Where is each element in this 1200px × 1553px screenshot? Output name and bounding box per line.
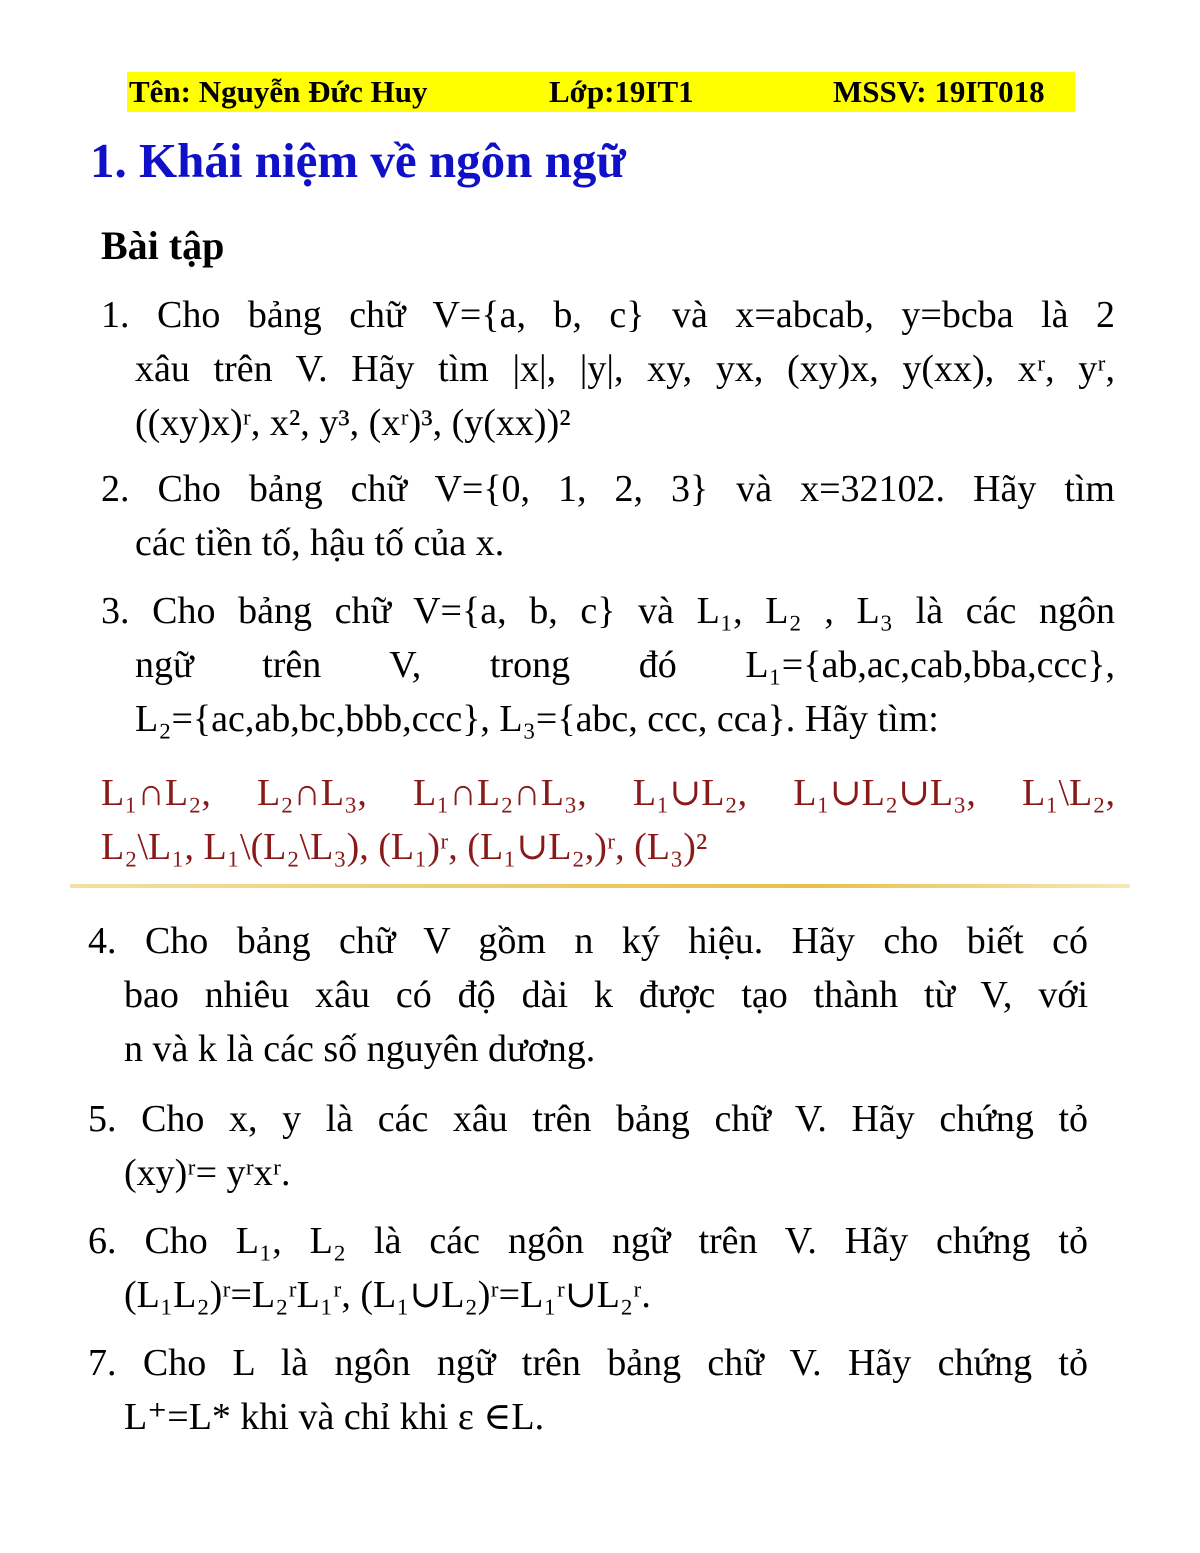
exercise-1-line-2: xâu trên V. Hãy tìm |x|, |y|, xy, yx, (xy)x, y(xx), xʳ, yʳ,	[135, 348, 1115, 390]
exercise-1-line-3: ((xy)x)ʳ, x², y³, (xʳ)³, (y(xx))²	[135, 402, 571, 444]
exercise-3-line-1: 3. Cho bảng chữ V={a, b, c} và L₁, L₂ , L₃ là các ngôn	[101, 590, 1115, 632]
section-divider	[70, 884, 1130, 888]
exercise-2-line-2: các tiền tố, hậu tố của x.	[135, 522, 505, 564]
exercise-5-line-1: 5. Cho x, y là các xâu trên bảng chữ V. Hãy chứng tỏ	[88, 1098, 1088, 1140]
student-class: Lớp:19IT1	[549, 74, 694, 109]
exercise-3-line-3: L₂={ac,ab,bc,bbb,ccc}, L₃={abc, ccc, cca}. Hãy tìm:	[135, 698, 939, 740]
exercise-7-line-2: L⁺=L* khi và chỉ khi ε ∈L.	[124, 1396, 545, 1438]
exercise-5-line-2: (xy)ʳ= yʳxʳ.	[124, 1152, 291, 1194]
exercise-3-line-5: L₂\L₁, L₁\(L₂\L₃), (L₁)ʳ, (L₁∪L₂,)ʳ, (L₃)²	[101, 826, 708, 868]
exercise-7-line-1: 7. Cho L là ngôn ngữ trên bảng chữ V. Hãy chứng tỏ	[88, 1342, 1088, 1384]
exercise-6-line-1: 6. Cho L₁, L₂ là các ngôn ngữ trên V. Hãy chứng tỏ	[88, 1220, 1088, 1262]
exercise-1-line-1: 1. Cho bảng chữ V={a, b, c} và x=abcab, y=bcba là 2	[101, 294, 1115, 336]
exercise-3-line-2: ngữ trên V, trong đó L₁={ab,ac,cab,bba,ccc},	[135, 644, 1115, 686]
exercise-4-line-3: n và k là các số nguyên dương.	[124, 1028, 596, 1070]
exercise-4-line-1: 4. Cho bảng chữ V gồm n ký hiệu. Hãy cho biết có	[88, 920, 1088, 962]
exercise-2-line-1: 2. Cho bảng chữ V={0, 1, 2, 3} và x=32102. Hãy tìm	[101, 468, 1115, 510]
exercise-3-line-4: L₁∩L₂, L₂∩L₃, L₁∩L₂∩L₃, L₁∪L₂, L₁∪L₂∪L₃, L₁\L₂,	[101, 772, 1115, 814]
exercise-4-line-2: bao nhiêu xâu có độ dài k được tạo thành từ V, với	[124, 974, 1088, 1016]
student-id: MSSV: 19IT018	[833, 74, 1045, 109]
section-title: 1. Khái niệm về ngôn ngữ	[90, 133, 626, 188]
exercises-heading: Bài tập	[101, 223, 225, 268]
student-name: Tên: Nguyễn Đức Huy	[129, 74, 428, 109]
exercise-6-line-2: (L₁L₂)ʳ=L₂ʳL₁ʳ, (L₁∪L₂)ʳ=L₁ʳ∪L₂ʳ.	[124, 1274, 651, 1316]
student-info-header	[127, 72, 1075, 112]
